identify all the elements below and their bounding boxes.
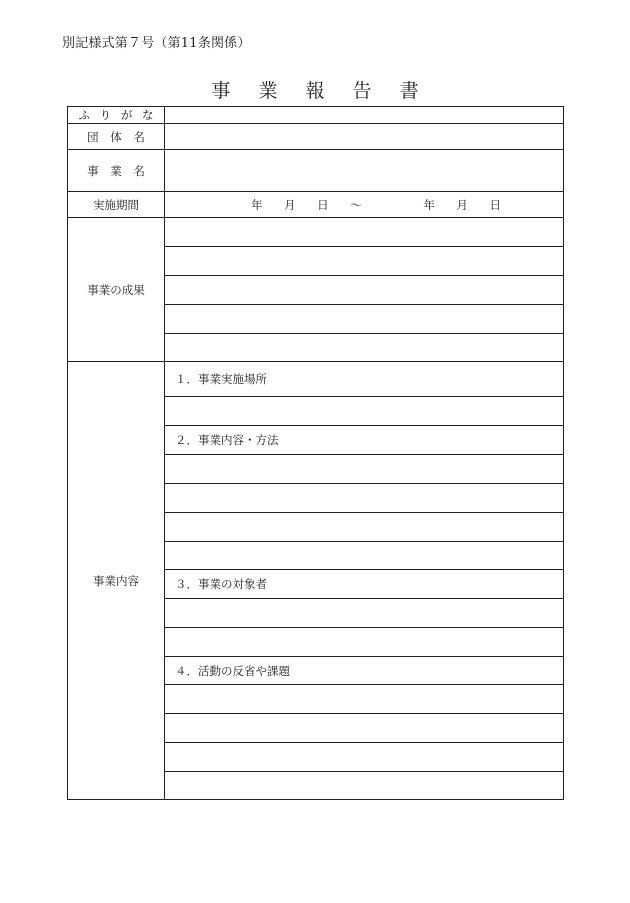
results-line[interactable] xyxy=(165,334,564,362)
content-line[interactable] xyxy=(165,685,564,714)
project-name-row xyxy=(68,150,564,192)
period-start-year-unit: 年 xyxy=(251,197,263,212)
content-line[interactable] xyxy=(165,628,564,657)
content-line[interactable] xyxy=(165,714,564,743)
results-row xyxy=(68,218,564,247)
period-end-month-unit: 月 xyxy=(456,197,468,212)
period-start-day-unit: 日 xyxy=(317,197,329,212)
content-line[interactable] xyxy=(165,599,564,628)
period-start-month-unit: 月 xyxy=(284,197,296,212)
form-reference: 別記様式第７号（第11条関係） xyxy=(62,36,251,51)
period-end-year-unit: 年 xyxy=(423,197,435,212)
period-field[interactable] xyxy=(165,192,564,218)
document-title: 事 業 報 告 書 xyxy=(211,80,430,102)
results-line[interactable] xyxy=(165,305,564,334)
report-form-table xyxy=(67,106,564,800)
results-label: 事業の成果 xyxy=(68,218,165,362)
content-line[interactable] xyxy=(165,513,564,542)
section-heading-target: ３．事業の対象者 xyxy=(165,570,564,599)
project-name-label: 事 業 名 xyxy=(68,150,165,192)
period-label: 実施期間 xyxy=(68,192,165,218)
furigana-field[interactable] xyxy=(165,107,564,124)
results-line[interactable] xyxy=(165,276,564,305)
content-row xyxy=(68,362,564,397)
org-name-field[interactable] xyxy=(165,124,564,150)
content-label: 事業内容 xyxy=(68,362,165,800)
content-line[interactable] xyxy=(165,484,564,513)
results-line[interactable] xyxy=(165,218,564,247)
content-line[interactable] xyxy=(165,743,564,772)
furigana-label: ふ り が な xyxy=(68,107,165,124)
results-line[interactable] xyxy=(165,247,564,276)
furigana-row xyxy=(68,107,564,124)
period-tilde: ～ xyxy=(350,197,362,212)
period-row xyxy=(68,192,564,218)
section-heading-method: ２．事業内容・方法 xyxy=(165,426,564,455)
section-heading-reflection: ４．活動の反省や課題 xyxy=(165,657,564,685)
content-line[interactable] xyxy=(165,772,564,800)
org-name-label: 団 体 名 xyxy=(68,124,165,150)
project-name-field[interactable] xyxy=(165,150,564,192)
section-heading-venue: １．事業実施場所 xyxy=(165,362,564,397)
org-name-row xyxy=(68,124,564,150)
period-end-day-unit: 日 xyxy=(489,197,501,212)
content-line[interactable] xyxy=(165,542,564,570)
content-line[interactable] xyxy=(165,455,564,484)
content-line[interactable] xyxy=(165,397,564,426)
